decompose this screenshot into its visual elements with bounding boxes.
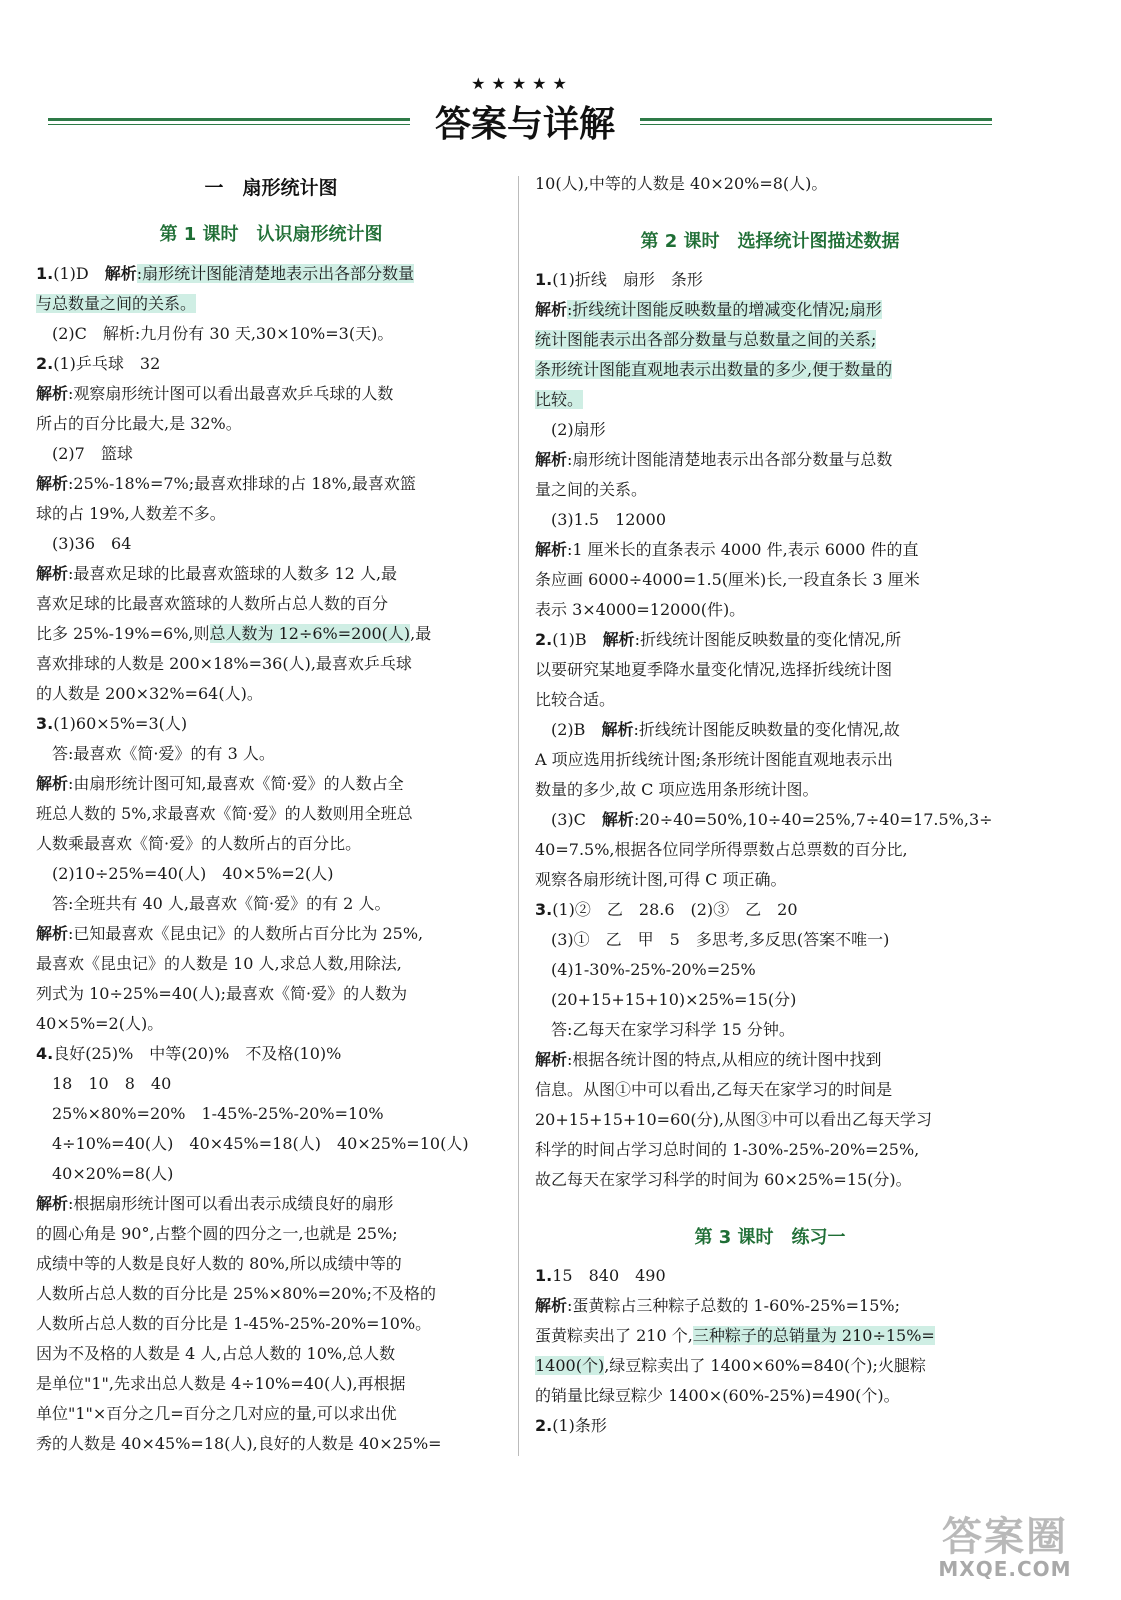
r-q1-line-4: 条形统计图能直观地表示出数量的多少,便于数量的 — [535, 360, 893, 379]
lesson-title-3: 第 3 课时 练习一 — [694, 1227, 846, 1248]
r-q3-line-8: 20+15+15+10=60(分),从图③中可以看出乙每天学习 — [535, 1110, 932, 1129]
q2-line-8: 解析:最喜欢足球的比最喜欢篮球的人数多 12 人,最 — [36, 564, 398, 583]
r-q1-line-6: (2)扇形 — [551, 420, 606, 439]
r-q4-line-3: 蛋黄粽卖出了 210 个,三种粽子的总销量为 210÷15%= — [535, 1326, 935, 1345]
watermark-url: MXQE.COM — [938, 1557, 1072, 1581]
r-q1-line-7: 解析:扇形统计图能清楚地表示出各部分数量与总数 — [535, 450, 893, 469]
r-q1-line-2: 解析:折线统计图能反映数量的增减变化情况;扇形 — [535, 300, 882, 319]
r-q1-line-3: 统计图能表示出各部分数量与总数量之间的关系; — [535, 330, 877, 349]
q4-line-4: 4÷10%=40(人) 40×45%=18(人) 40×25%=10(人) — [52, 1134, 469, 1153]
q3-line-8: 解析:已知最喜欢《昆虫记》的人数所占百分比为 25%, — [36, 924, 424, 943]
r-q2-line-8: 40=7.5%,根据各位同学所得票数占总票数的百分比, — [535, 840, 908, 859]
q2-line-6: 球的占 19%,人数差不多。 — [36, 504, 226, 523]
r-q3-line-7: 信息。从图①中可以看出,乙每天在家学习的时间是 — [535, 1080, 893, 1099]
q2-line-10: 比多 25%-19%=6%,则总人数为 12÷6%=200(人),最 — [36, 624, 432, 643]
q3-line-3: 解析:由扇形统计图可知,最喜欢《简·爱》的人数占全 — [36, 774, 404, 793]
q2-line-11: 喜欢排球的人数是 200×18%=36(人),最喜欢乒乓球 — [36, 654, 412, 673]
q3-line-11: 40×5%=2(人)。 — [36, 1014, 164, 1033]
r-q3-line-1: 3.(1)② 乙 28.6 (2)③ 乙 20 — [535, 900, 798, 919]
q3-line-1: 3.(1)60×5%=3(人) — [36, 714, 188, 733]
r-q5-line-1: 2.(1)条形 — [535, 1416, 607, 1435]
r-q2-line-6: 数量的多少,故 C 项应选用条形统计图。 — [535, 780, 819, 799]
r-q3-line-2: (3)① 乙 甲 5 多思考,多反思(答案不唯一) — [551, 930, 890, 949]
r-q1-line-5: 比较。 — [535, 390, 584, 409]
q4-line-10: 人数所占总人数的百分比是 1-45%-25%-20%=10%。 — [36, 1314, 432, 1333]
r-q3-line-3: (4)1-30%-25%-20%=25% — [551, 960, 756, 979]
page-title: 答案与详解 — [434, 104, 615, 145]
q3-line-5: 人数乘最喜欢《简·爱》的人数所占的百分比。 — [36, 834, 362, 853]
r-q4-line-4: 1400(个),绿豆粽卖出了 1400×60%=840(个);火腿粽 — [535, 1356, 926, 1375]
q1-line-2: 与总数量之间的关系。 — [36, 294, 197, 313]
q2-line-5: 解析:25%-18%=7%;最喜欢排球的占 18%,最喜欢篮 — [36, 474, 416, 493]
q4-line-1: 4.良好(25)% 中等(20)% 不及格(10)% — [36, 1044, 342, 1063]
r-q1-line-8: 量之间的关系。 — [535, 480, 648, 499]
q3-line-4: 班总人数的 5%,求最喜欢《简·爱》的人数则用全班总 — [36, 804, 413, 823]
r-q3-line-4: (20+15+15+10)×25%=15(分) — [551, 990, 797, 1009]
q4-line-6: 解析:根据扇形统计图可以看出表示成绩良好的扇形 — [36, 1194, 394, 1213]
q3-line-10: 列式为 10÷25%=40(人);最喜欢《简·爱》的人数为 — [36, 984, 408, 1003]
q4-line-11: 因为不及格的人数是 4 人,占总人数的 10%,总人数 — [36, 1344, 396, 1363]
watermark-text: 答案圈 — [942, 1514, 1068, 1560]
r-q3-line-6: 解析:根据各统计图的特点,从相应的统计图中找到 — [535, 1050, 882, 1069]
r-q1-line-9: (3)1.5 12000 — [551, 510, 667, 529]
column-divider — [518, 176, 519, 1456]
section-title: 一 扇形统计图 — [204, 177, 338, 199]
q4-line-3: 25%×80%=20% 1-45%-25%-20%=10% — [52, 1104, 384, 1123]
r-q2-line-5: A 项应选用折线统计图;条形统计图能直观地表示出 — [535, 750, 894, 769]
r-q1-line-1: 1.(1)折线 扇形 条形 — [535, 270, 703, 289]
r-q2-line-4: (2)B 解析:折线统计图能反映数量的变化情况,故 — [551, 720, 900, 739]
r-q1-line-12: 表示 3×4000=12000(件)。 — [535, 600, 746, 619]
q4-line-12: 是单位"1",先求出总人数是 4÷10%=40(人),再根据 — [36, 1374, 406, 1393]
r-q4-line-5: 的销量比绿豆粽少 1400×(60%-25%)=490(个)。 — [535, 1386, 900, 1405]
q2-line-1: 2.(1)乒乓球 32 — [36, 354, 161, 373]
q3-line-6: (2)10÷25%=40(人) 40×5%=2(人) — [52, 864, 334, 883]
r-q4-line-1: 1.15 840 490 — [535, 1266, 666, 1285]
q3-line-9: 最喜欢《昆虫记》的人数是 10 人,求总人数,用除法, — [36, 954, 402, 973]
q4-line-5: 40×20%=8(人) — [52, 1164, 174, 1183]
r-q3-line-9: 科学的时间占学习总时间的 1-30%-25%-20%=25%, — [535, 1140, 920, 1159]
continuation-line: 10(人),中等的人数是 40×20%=8(人)。 — [535, 174, 828, 193]
r-q2-line-9: 观察各扇形统计图,可得 C 项正确。 — [535, 870, 787, 889]
q4-line-14: 秀的人数是 40×45%=18(人),良好的人数是 40×25%= — [36, 1434, 442, 1453]
q1-line-3: (2)C 解析:九月份有 30 天,30×10%=3(天)。 — [52, 324, 394, 343]
q2-line-3: 所占的百分比最大,是 32%。 — [36, 414, 242, 433]
q2-line-12: 的人数是 200×32%=64(人)。 — [36, 684, 263, 703]
q4-line-2: 18 10 8 40 — [52, 1074, 172, 1093]
watermark-logo — [915, 1505, 1095, 1585]
r-q1-line-11: 条应画 6000÷4000=1.5(厘米)长,一段直条长 3 厘米 — [535, 570, 920, 589]
q2-line-7: (3)36 64 — [52, 534, 132, 553]
q4-line-9: 人数所占总人数的百分比是 25%×80%=20%;不及格的 — [36, 1284, 436, 1303]
page-header — [0, 74, 1121, 144]
header-stars: ★★★★★ — [471, 74, 573, 93]
r-q3-line-10: 故乙每天在家学习科学的时间为 60×25%=15(分)。 — [535, 1170, 912, 1189]
q2-line-4: (2)7 篮球 — [52, 444, 133, 463]
q4-line-8: 成绩中等的人数是良好人数的 80%,所以成绩中等的 — [36, 1254, 402, 1273]
r-q3-line-5: 答:乙每天在家学习科学 15 分钟。 — [551, 1020, 795, 1039]
r-q2-line-1: 2.(1)B 解析:折线统计图能反映数量的变化情况,所 — [535, 630, 902, 649]
r-q1-line-10: 解析:1 厘米长的直条表示 4000 件,表示 6000 件的直 — [535, 540, 919, 559]
lesson-title-1: 第 1 课时 认识扇形统计图 — [159, 224, 383, 245]
r-q2-line-3: 比较合适。 — [535, 690, 616, 709]
r-q2-line-7: (3)C 解析:20÷40=50%,10÷40=25%,7÷40=17.5%,3÷ — [551, 810, 993, 829]
q4-line-7: 的圆心角是 90°,占整个圆的四分之一,也就是 25%; — [36, 1224, 398, 1243]
r-q2-line-2: 以要研究某地夏季降水量变化情况,选择折线统计图 — [535, 660, 893, 679]
q2-line-9: 喜欢足球的比最喜欢篮球的人数所占总人数的百分 — [36, 594, 389, 613]
q3-line-7: 答:全班共有 40 人,最喜欢《简·爱》的有 2 人。 — [52, 894, 391, 913]
q4-line-13: 单位"1"×百分之几=百分之几对应的量,可以求出优 — [36, 1404, 397, 1423]
lesson-title-2: 第 2 课时 选择统计图描述数据 — [640, 231, 900, 252]
q1-line-1: 1.(1)D 解析:扇形统计图能清楚地表示出各部分数量 — [36, 264, 415, 283]
q3-line-2: 答:最喜欢《简·爱》的有 3 人。 — [52, 744, 275, 763]
r-q4-line-2: 解析:蛋黄粽占三种粽子总数的 1-60%-25%=15%; — [535, 1296, 900, 1315]
header-rule-right — [640, 118, 992, 121]
q2-line-2: 解析:观察扇形统计图可以看出最喜欢乒乓球的人数 — [36, 384, 394, 403]
header-rule-left — [48, 118, 410, 121]
